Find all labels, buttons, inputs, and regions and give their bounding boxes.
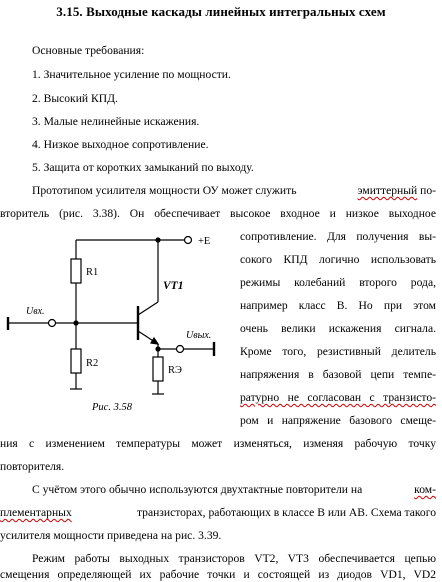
paragraph-line: усилителя мощности приведена на рис. 3.39. xyxy=(0,529,222,542)
figure-caption: Рис. 3.58 xyxy=(92,402,132,413)
paragraph-line: Режим работы выходных транзисторов VT2, VT3 обеспечивается цепью xyxy=(32,552,436,565)
paragraph-line: сокого КПД логично использовать xyxy=(240,253,436,266)
misspelled-word: плементарных xyxy=(0,506,72,519)
circuit-diagram xyxy=(0,226,238,426)
r2-label: R2 xyxy=(86,358,99,369)
paragraph-line: вторитель (рис. 3.38). Он обеспечивает высокое входное и низкое выходное xyxy=(0,207,436,220)
resistor-re xyxy=(153,357,163,381)
junction-dot xyxy=(74,321,78,325)
output-label: Uвых. xyxy=(186,330,212,341)
paragraph-line: ния с изменением температуры может изменяться, изменяя рабочую точку xyxy=(0,437,436,450)
requirements-title: Основные требования: xyxy=(32,44,145,57)
input-label: Uвх. xyxy=(26,306,45,317)
requirement-item: 5. Защита от коротких замыканий по выходу. xyxy=(32,161,254,174)
paragraph-line-text: ратурно не согласован с транзисто- xyxy=(240,391,436,404)
section-heading: 3.15. Выходные каскады линейных интегральных схем xyxy=(56,4,386,19)
misspelled-word: эмиттерный xyxy=(357,184,418,197)
paragraph-line: например класс В. Но при этом xyxy=(240,299,436,312)
supply-terminal xyxy=(185,237,192,244)
requirement-item: 4. Низкое выходное сопротивление. xyxy=(32,138,209,151)
paragraph-line: ром и напряжение базового смеще- xyxy=(240,414,436,427)
paragraph-line: режимы колебаний второго рода, xyxy=(240,276,436,289)
output-node xyxy=(177,346,184,353)
paragraph-line xyxy=(32,483,436,497)
re-label: RЭ xyxy=(168,365,182,376)
text-span: С учётом этого обычно используются двухтактные повторители на xyxy=(32,483,363,496)
paragraph-line: Кроме того, резистивный делитель xyxy=(240,345,436,358)
paragraph-line xyxy=(240,391,436,405)
paragraph-line xyxy=(0,506,436,520)
supply-label: +E xyxy=(198,236,211,247)
paragraph-line: сопротивление. Для получения вы- xyxy=(240,230,436,243)
resistor-r2 xyxy=(71,349,81,373)
transistor-collector xyxy=(138,302,158,315)
misspelled-word: ком- xyxy=(414,483,436,496)
paragraph-line: смещения определяющей их рабочие точки и состоящей из диодов VD1, VD2 xyxy=(0,568,436,581)
r1-label: R1 xyxy=(86,267,99,278)
requirement-item: 3. Малые нелинейные искажения. xyxy=(32,115,200,128)
emitter-arrow xyxy=(151,338,158,344)
resistor-r1 xyxy=(71,259,81,283)
text-span: по- xyxy=(420,184,436,197)
requirement-item: 1. Значительное усиление по мощности. xyxy=(32,68,231,81)
requirement-item: 2. Высокий КПД. xyxy=(32,92,118,105)
coupling-node xyxy=(49,320,56,327)
transistor-label: VT1 xyxy=(163,280,184,292)
paragraph-line: напряжения в базовой цепи темпе- xyxy=(240,368,436,381)
text-span: Прототипом усилителя мощности ОУ может служить xyxy=(32,184,297,197)
paragraph-line: повторителя. xyxy=(0,460,65,473)
paragraph-line xyxy=(32,184,436,198)
text-span: транзисторах, работающих в классе В или АВ. Схема такого xyxy=(136,506,436,519)
paragraph-line: очень велики искажения сигнала. xyxy=(240,322,436,335)
